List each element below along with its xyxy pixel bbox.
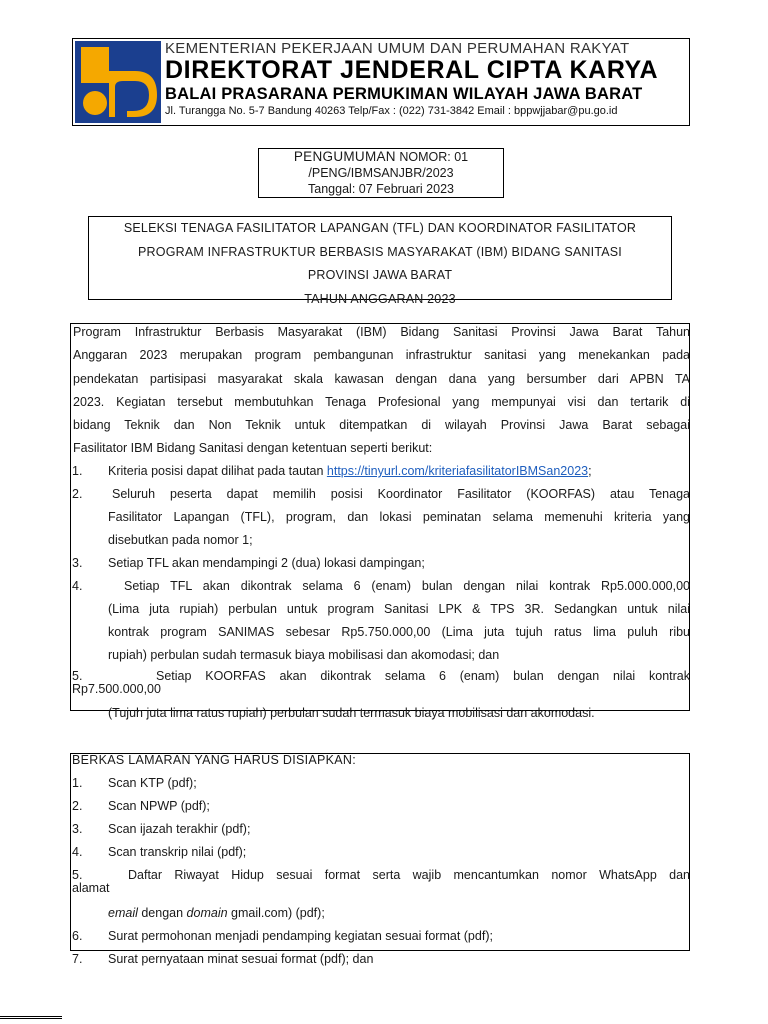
announcement-number-box [258, 148, 504, 198]
criteria-item-4-line: (Lima juta rupiah) perbulan untuk program Sanitasi LPK & TPS 3R. Sedangkan untuk nilai [108, 602, 690, 616]
list-number: 3. [72, 556, 83, 570]
list-number: 1. [72, 464, 83, 478]
criteria-item-2-line: Fasilitator Lapangan (TFL), program, dan lokasi peminatan selama memenuhi kriteria yang [108, 510, 690, 524]
document-item: Scan ijazah terakhir (pdf); [108, 822, 251, 836]
criteria-item-3: Setiap TFL akan mendampingi 2 (dua) lokasi dampingan; [108, 556, 425, 570]
email-word: email [108, 906, 138, 920]
list-number: 4. [72, 845, 83, 859]
office-address: Jl. Turangga No. 5-7 Bandung 40263 Telp/Fax : (022) 731-3842 Email : bppwjjabar@pu.go.id [165, 105, 618, 117]
title-line-1: SELEKSI TENAGA FASILITATOR LAPANGAN (TFL) DAN KOORDINATOR FASILITATOR [123, 221, 637, 235]
criteria-item-2-line: disebutkan pada nomor 1; [108, 533, 253, 547]
list-number: 7. [72, 952, 83, 966]
document-item-7: Surat pernyataan minat sesuai format (pdf); dan [108, 952, 374, 966]
document-item-5-cont: alamat [72, 881, 110, 895]
domain-word: domain [186, 906, 228, 920]
footer-rule [0, 1016, 62, 1019]
pu-logo-icon [75, 41, 161, 123]
intro-line: bidang Teknik dan Non Teknik untuk ditempatkan di wilayah Provinsi Jawa Barat sebagai [73, 418, 690, 432]
title-line-2: PROGRAM INFRASTRUKTUR BERBASIS MASYARAKAT (IBM) BIDANG SANITASI [138, 244, 622, 259]
document-item: Scan KTP (pdf); [108, 776, 197, 790]
document-item-5: Daftar Riwayat Hidup sesuai format serta wajib mencantumkan nomor WhatsApp dan [128, 868, 690, 882]
title-box [88, 216, 672, 306]
list-number: 2. [72, 799, 83, 813]
list-number: 4. [72, 579, 83, 593]
criteria-item-5: Setiap KOORFAS akan dikontrak selama 6 (enam) bulan dengan nilai kontrak [156, 669, 690, 683]
criteria-item-1-suffix: ; [588, 464, 592, 478]
intro-line: Anggaran 2023 merupakan program pembangunan infrastruktur sanitasi yang menekankan pada [73, 348, 690, 362]
criteria-item-5-amount: Rp7.500.000,00 [72, 682, 161, 696]
document-item-5-email [108, 906, 325, 920]
list-number: 5. [72, 868, 83, 882]
letterhead [72, 38, 690, 126]
criteria-item-1-text: Kriteria posisi dapat dilihat pada tautan [108, 464, 327, 478]
document-item-6: Surat permohonan menjadi pendamping kegiatan sesuai format (pdf); [108, 929, 493, 943]
intro-line: Program Infrastruktur Berbasis Masyarakat (IBM) Bidang Sanitasi Provinsi Jawa Barat Tahun [73, 325, 690, 339]
criteria-item-5-continuation: (Tujuh juta lima ratus rupiah) perbulan sudah termasuk biaya mobilisasi dan akomodasi. [108, 706, 595, 720]
criteria-item-4-line: kontrak program SANIMAS sebesar Rp5.750.000,00 (Lima juta tujuh ratus lima puluh ribu [108, 625, 690, 639]
criteria-item-1 [108, 464, 592, 478]
list-number: 1. [72, 776, 83, 790]
list-number: 3. [72, 822, 83, 836]
list-number: 5. [72, 669, 83, 683]
announcement-number-label: NOMOR: 01 [399, 150, 469, 164]
announcement-date: Tanggal: 07 Februari 2023 [308, 182, 454, 196]
office-name: BALAI PRASARANA PERMUKIMAN WILAYAH JAWA BARAT [165, 85, 643, 103]
criteria-link[interactable]: https://tinyurl.com/kriteriafasilitatorIBMSan2023 [326, 464, 589, 478]
dengan-word: dengan [137, 906, 187, 920]
title-line-3: PROVINSI JAWA BARAT [307, 268, 453, 282]
title-line-4: TAHUN ANGGARAN 2023 [304, 291, 456, 306]
gmail-text: gmail.com) (pdf); [227, 906, 325, 920]
document-item: Scan transkrip nilai (pdf); [108, 845, 247, 859]
intro-line: Fasilitator IBM Bidang Sanitasi dengan ketentuan seperti berikut: [73, 441, 433, 455]
list-number: 2. [72, 487, 83, 501]
intro-line: pendekatan partisipasi masyarakat skala kawasan dengan dana yang bersumber dari APBN TA [73, 372, 690, 386]
document-item: Scan NPWP (pdf); [108, 799, 210, 813]
announcement-number: /PENG/IBMSANJBR/2023 [308, 166, 454, 180]
ministry-name: KEMENTERIAN PEKERJAAN UMUM DAN PERUMAHAN RAKYAT [165, 40, 630, 57]
directorate-name: DIREKTORAT JENDERAL CIPTA KARYA [165, 56, 659, 84]
criteria-item-2-line: Seluruh peserta dapat memilih posisi Koordinator Fasilitator (KOORFAS) atau Tenaga [112, 487, 690, 501]
list-number: 6. [72, 929, 83, 943]
criteria-item-4-line: Setiap TFL akan dikontrak selama 6 (enam) bulan dengan nilai kontrak Rp5.000.000,00 [124, 579, 690, 593]
documents-heading: BERKAS LAMARAN YANG HARUS DISIAPKAN: [72, 753, 357, 767]
announcement-heading: PENGUMUMAN [293, 149, 396, 164]
intro-line: 2023. Kegiatan tersebut membutuhkan Tenaga Profesional yang mempunyai visi dan tertarik di [73, 395, 690, 409]
criteria-item-4-line: rupiah) perbulan sudah termasuk biaya mobilisasi dan akomodasi; dan [108, 648, 500, 662]
